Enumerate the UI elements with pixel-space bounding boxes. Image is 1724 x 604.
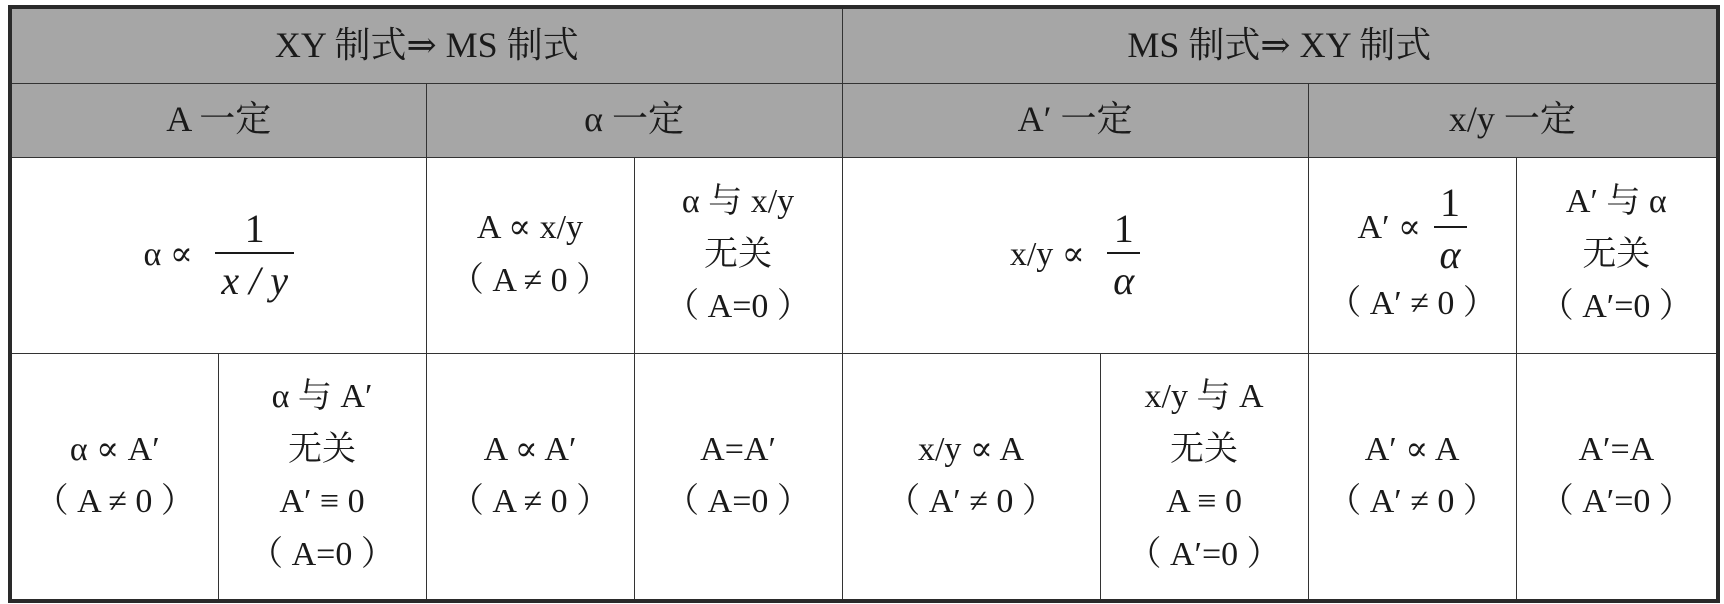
- condition-line: （ A′ ≠ 0 ）: [1327, 284, 1497, 322]
- table-row: [10, 353, 1718, 601]
- formula-line: A′ ∝ A: [1364, 430, 1460, 468]
- fraction-denominator: α: [1107, 252, 1140, 304]
- formula-line: α 与 x/y: [681, 182, 795, 220]
- cell-alpha-inverse-xy: [10, 157, 426, 353]
- cell-aprime-prop-a: [1308, 353, 1516, 601]
- identity-line: A ≡ 0: [1166, 483, 1242, 521]
- cell-xy-independent-a: [1100, 353, 1308, 601]
- cell-a-equals-aprime: [634, 353, 842, 601]
- subheader-row: [10, 83, 1718, 157]
- formula-line: x/y ∝ A: [917, 430, 1025, 468]
- subheader-a-constant: A 一定: [10, 83, 426, 157]
- formula-lhs: x/y ∝: [1009, 235, 1085, 273]
- condition-line: （ A′=0 ）: [1539, 483, 1693, 521]
- fraction-denominator: α: [1434, 226, 1467, 278]
- subheader-xy-constant: x/y 一定: [1308, 83, 1718, 157]
- subheader-alpha-constant: α 一定: [426, 83, 842, 157]
- formula-line: x/y 与 A: [1144, 377, 1264, 415]
- condition-line: （ A ≠ 0 ）: [34, 483, 195, 521]
- formula-line: α 与 A′: [271, 377, 373, 415]
- table-row: [10, 157, 1718, 353]
- cell-alpha-independent-xy: [634, 157, 842, 353]
- formula-lhs: α ∝: [143, 235, 193, 273]
- condition-line: （ A=0 ）: [665, 288, 811, 326]
- cell-xy-prop-a: [842, 353, 1100, 601]
- identity-line: A′ ≡ 0: [279, 483, 365, 521]
- fraction-numerator: 1: [244, 206, 265, 251]
- condition-line: （ A ≠ 0 ）: [449, 483, 611, 521]
- text-line: 无关: [1170, 430, 1239, 468]
- formula-line: A=A′: [700, 430, 776, 468]
- header-xy-to-ms: XY 制式⇒ MS 制式: [10, 7, 842, 83]
- condition-line: （ A′=0 ）: [1127, 535, 1281, 573]
- subheader-aprime-constant: A′ 一定: [842, 83, 1308, 157]
- formula-line: A′ 与 α: [1565, 182, 1667, 220]
- fraction: [1107, 206, 1140, 304]
- cell-xy-inverse-alpha: [842, 157, 1308, 353]
- text-line: 无关: [1582, 235, 1651, 273]
- conversion-table: [8, 5, 1720, 603]
- formula-line: A ∝ A′: [483, 430, 577, 468]
- condition-line: （ A′=0 ）: [1539, 288, 1693, 326]
- fraction: [215, 206, 294, 304]
- cell-a-prop-xy: [426, 157, 634, 353]
- header-ms-to-xy: MS 制式⇒ XY 制式: [842, 7, 1718, 83]
- cell-a-prop-aprime: [426, 353, 634, 601]
- cell-aprime-independent-alpha: [1516, 157, 1718, 353]
- cell-aprime-equals-a: [1516, 353, 1718, 601]
- formula-line: A′=A: [1578, 430, 1655, 468]
- cell-alpha-independent-aprime: [218, 353, 426, 601]
- fraction-numerator: 1: [1440, 179, 1461, 225]
- text-line: 无关: [288, 430, 356, 468]
- formula-line: α ∝ A′: [69, 430, 160, 468]
- fraction: [1434, 180, 1467, 278]
- condition-line: （ A=0 ）: [249, 535, 395, 573]
- cell-alpha-prop-aprime: [10, 353, 218, 601]
- condition-line: （ A=0 ）: [665, 483, 811, 521]
- formula-line: A ∝ x/y: [476, 209, 584, 247]
- formula-line: [1309, 180, 1516, 278]
- condition-line: （ A ≠ 0 ）: [449, 262, 611, 299]
- table-container: [8, 5, 1716, 599]
- text-line: 无关: [704, 235, 773, 273]
- fraction-denominator: x / y: [215, 252, 294, 304]
- header-row: [10, 7, 1718, 83]
- fraction-numerator: 1: [1113, 206, 1134, 251]
- cell-aprime-inverse-alpha: [1308, 157, 1516, 353]
- condition-line: （ A′ ≠ 0 ）: [1327, 483, 1497, 521]
- condition-line: （ A′ ≠ 0 ）: [886, 483, 1056, 521]
- formula-lhs: A′ ∝: [1357, 209, 1422, 247]
